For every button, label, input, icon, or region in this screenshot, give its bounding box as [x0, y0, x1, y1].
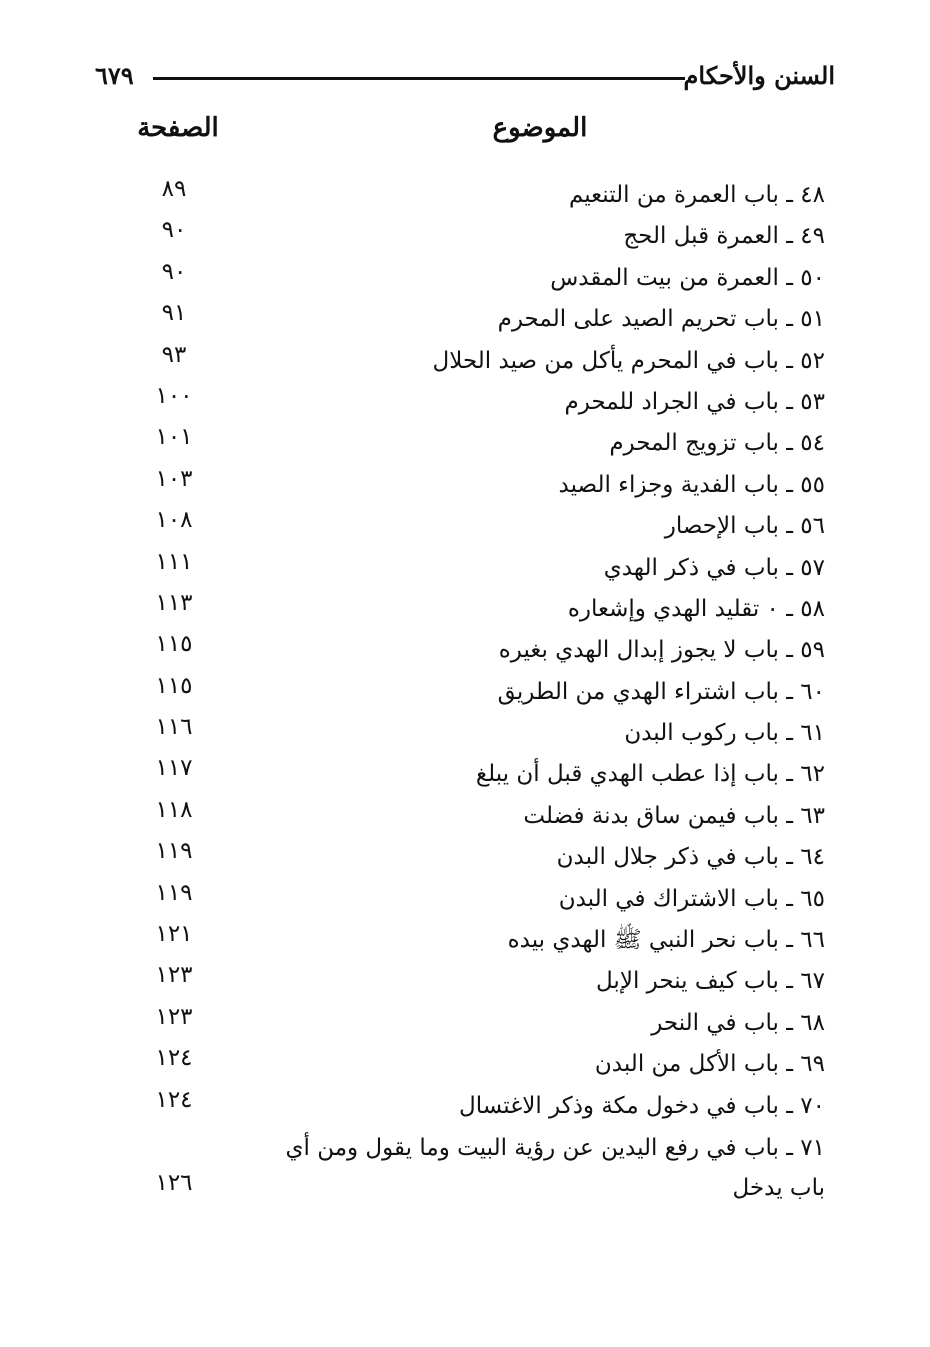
toc-entry [120, 958, 825, 999]
entry-page-number: ١١٦ [155, 714, 193, 741]
toc-entry [120, 917, 825, 958]
entry-title: ٥٣ ـ باب في الجراد للمحرم [564, 388, 825, 415]
entry-page-number: ١١٩ [155, 838, 193, 865]
toc-entry [120, 1124, 825, 1206]
entry-title: ٥١ ـ باب تحريم الصيد على المحرم [497, 306, 825, 333]
toc-entry [120, 296, 825, 337]
entry-page-number: ١١٩ [155, 879, 193, 906]
toc-entry [120, 503, 825, 544]
entry-page-number: ١١٧ [155, 755, 193, 782]
toc-entry [120, 751, 825, 792]
entry-page-number: ١٢١ [155, 921, 193, 948]
running-title: السنن والأحكام [683, 61, 835, 90]
entry-title: ٦٢ ـ باب إذا عطب الهدي قبل أن يبلغ [475, 761, 825, 788]
toc-entry [120, 379, 825, 420]
toc-entry [120, 545, 825, 586]
page-column-heading: الصفحة [137, 113, 219, 143]
entry-title: ٦٣ ـ باب فيمن ساق بدنة فضلت [523, 802, 825, 829]
entry-page-number: ١١٣ [155, 589, 193, 616]
toc-entry [120, 586, 825, 627]
entry-page-number: ١٠٣ [155, 465, 193, 492]
entry-title: ٦٩ ـ باب الأكل من البدن [594, 1051, 825, 1078]
entry-page-number: ١١١ [155, 548, 193, 575]
entry-title: ٦٨ ـ باب في النحر [651, 1009, 825, 1036]
entry-title: ٥٥ ـ باب الفدية وجزاء الصيد [558, 471, 825, 498]
entry-title: ٥٢ ـ باب في المحرم يأكل من صيد الحلال [432, 347, 825, 374]
page-number: ٦٧٩ [95, 61, 134, 90]
entry-title: ٦١ ـ باب ركوب البدن [624, 720, 825, 747]
toc-entry [120, 1083, 825, 1124]
entry-title: ٥٩ ـ باب لا يجوز إبدال الهدي بغيره [498, 637, 825, 664]
entry-page-number: ٩٠ [161, 217, 187, 244]
toc-entry [120, 669, 825, 710]
entry-page-number: ١٠١ [155, 424, 193, 451]
entry-page-number: ١٢٣ [155, 962, 193, 989]
toc-entry [120, 710, 825, 751]
entry-page-number: ١١٥ [155, 631, 193, 658]
toc-entry [120, 338, 825, 379]
topic-column-heading: الموضوع [492, 113, 588, 143]
header-rule [153, 77, 685, 80]
entry-page-number: ٩٣ [161, 341, 187, 368]
entry-page-number: ١٢٤ [155, 1045, 193, 1072]
entry-title: ٥٤ ـ باب تزويج المحرم [609, 430, 825, 457]
entry-page-number: ١١٨ [155, 796, 193, 823]
entry-title: ٦٦ ـ باب نحر النبي ﷺ الهدي بيده [507, 927, 825, 954]
entry-page-number: ١٢٤ [155, 1086, 193, 1113]
entry-title: ٥٧ ـ باب في ذكر الهدي [603, 554, 825, 581]
table-of-contents [120, 172, 825, 1206]
toc-entry [120, 172, 825, 213]
toc-entry [120, 876, 825, 917]
entry-page-number: ٨٩ [161, 176, 187, 202]
entry-page-number: ١١٥ [155, 672, 193, 699]
toc-entry [120, 1041, 825, 1082]
entry-title: ٦٧ ـ باب كيف ينحر الإبل [596, 968, 825, 995]
toc-entry [120, 420, 825, 461]
entry-page-number: ٩١ [161, 300, 187, 327]
entry-title: ٦٥ ـ باب الاشتراك في البدن [558, 885, 825, 912]
entry-title: ٤٩ ـ العمرة قبل الحج [623, 223, 825, 250]
toc-entry [120, 627, 825, 668]
entry-title: ٥٦ ـ باب الإحصار [664, 513, 825, 540]
toc-entry [120, 255, 825, 296]
toc-entry [120, 1000, 825, 1041]
entry-page-number: ١٢٦ [155, 1169, 193, 1196]
entry-title: ٦٤ ـ باب في ذكر جلال البدن [556, 844, 825, 871]
toc-entry [120, 834, 825, 875]
entry-title: ٥٨ ـ ٠ تقليد الهدي وإشعاره [567, 595, 825, 622]
running-header [95, 60, 835, 96]
entry-title: ٦٠ ـ باب اشتراء الهدي من الطريق [497, 678, 825, 705]
entry-page-number: ١٢٣ [155, 1003, 193, 1030]
entry-title: ٥٠ ـ العمرة من بيت المقدس [550, 264, 825, 291]
entry-page-number: ٩٠ [161, 258, 187, 285]
entry-page-number: ١٠٨ [155, 507, 193, 534]
toc-entry [120, 793, 825, 834]
toc-entry [120, 462, 825, 503]
entry-title: ٧١ ـ باب في رفع اليدين عن رؤية البيت وما يقول ومن أي باب يدخل [285, 1134, 825, 1201]
entry-page-number: ١٠٠ [155, 382, 193, 409]
entry-title: ٧٠ ـ باب في دخول مكة وذكر الاغتسال [459, 1092, 825, 1119]
entry-title: ٤٨ ـ باب العمرة من التنعيم [568, 182, 825, 208]
toc-entry [120, 213, 825, 254]
